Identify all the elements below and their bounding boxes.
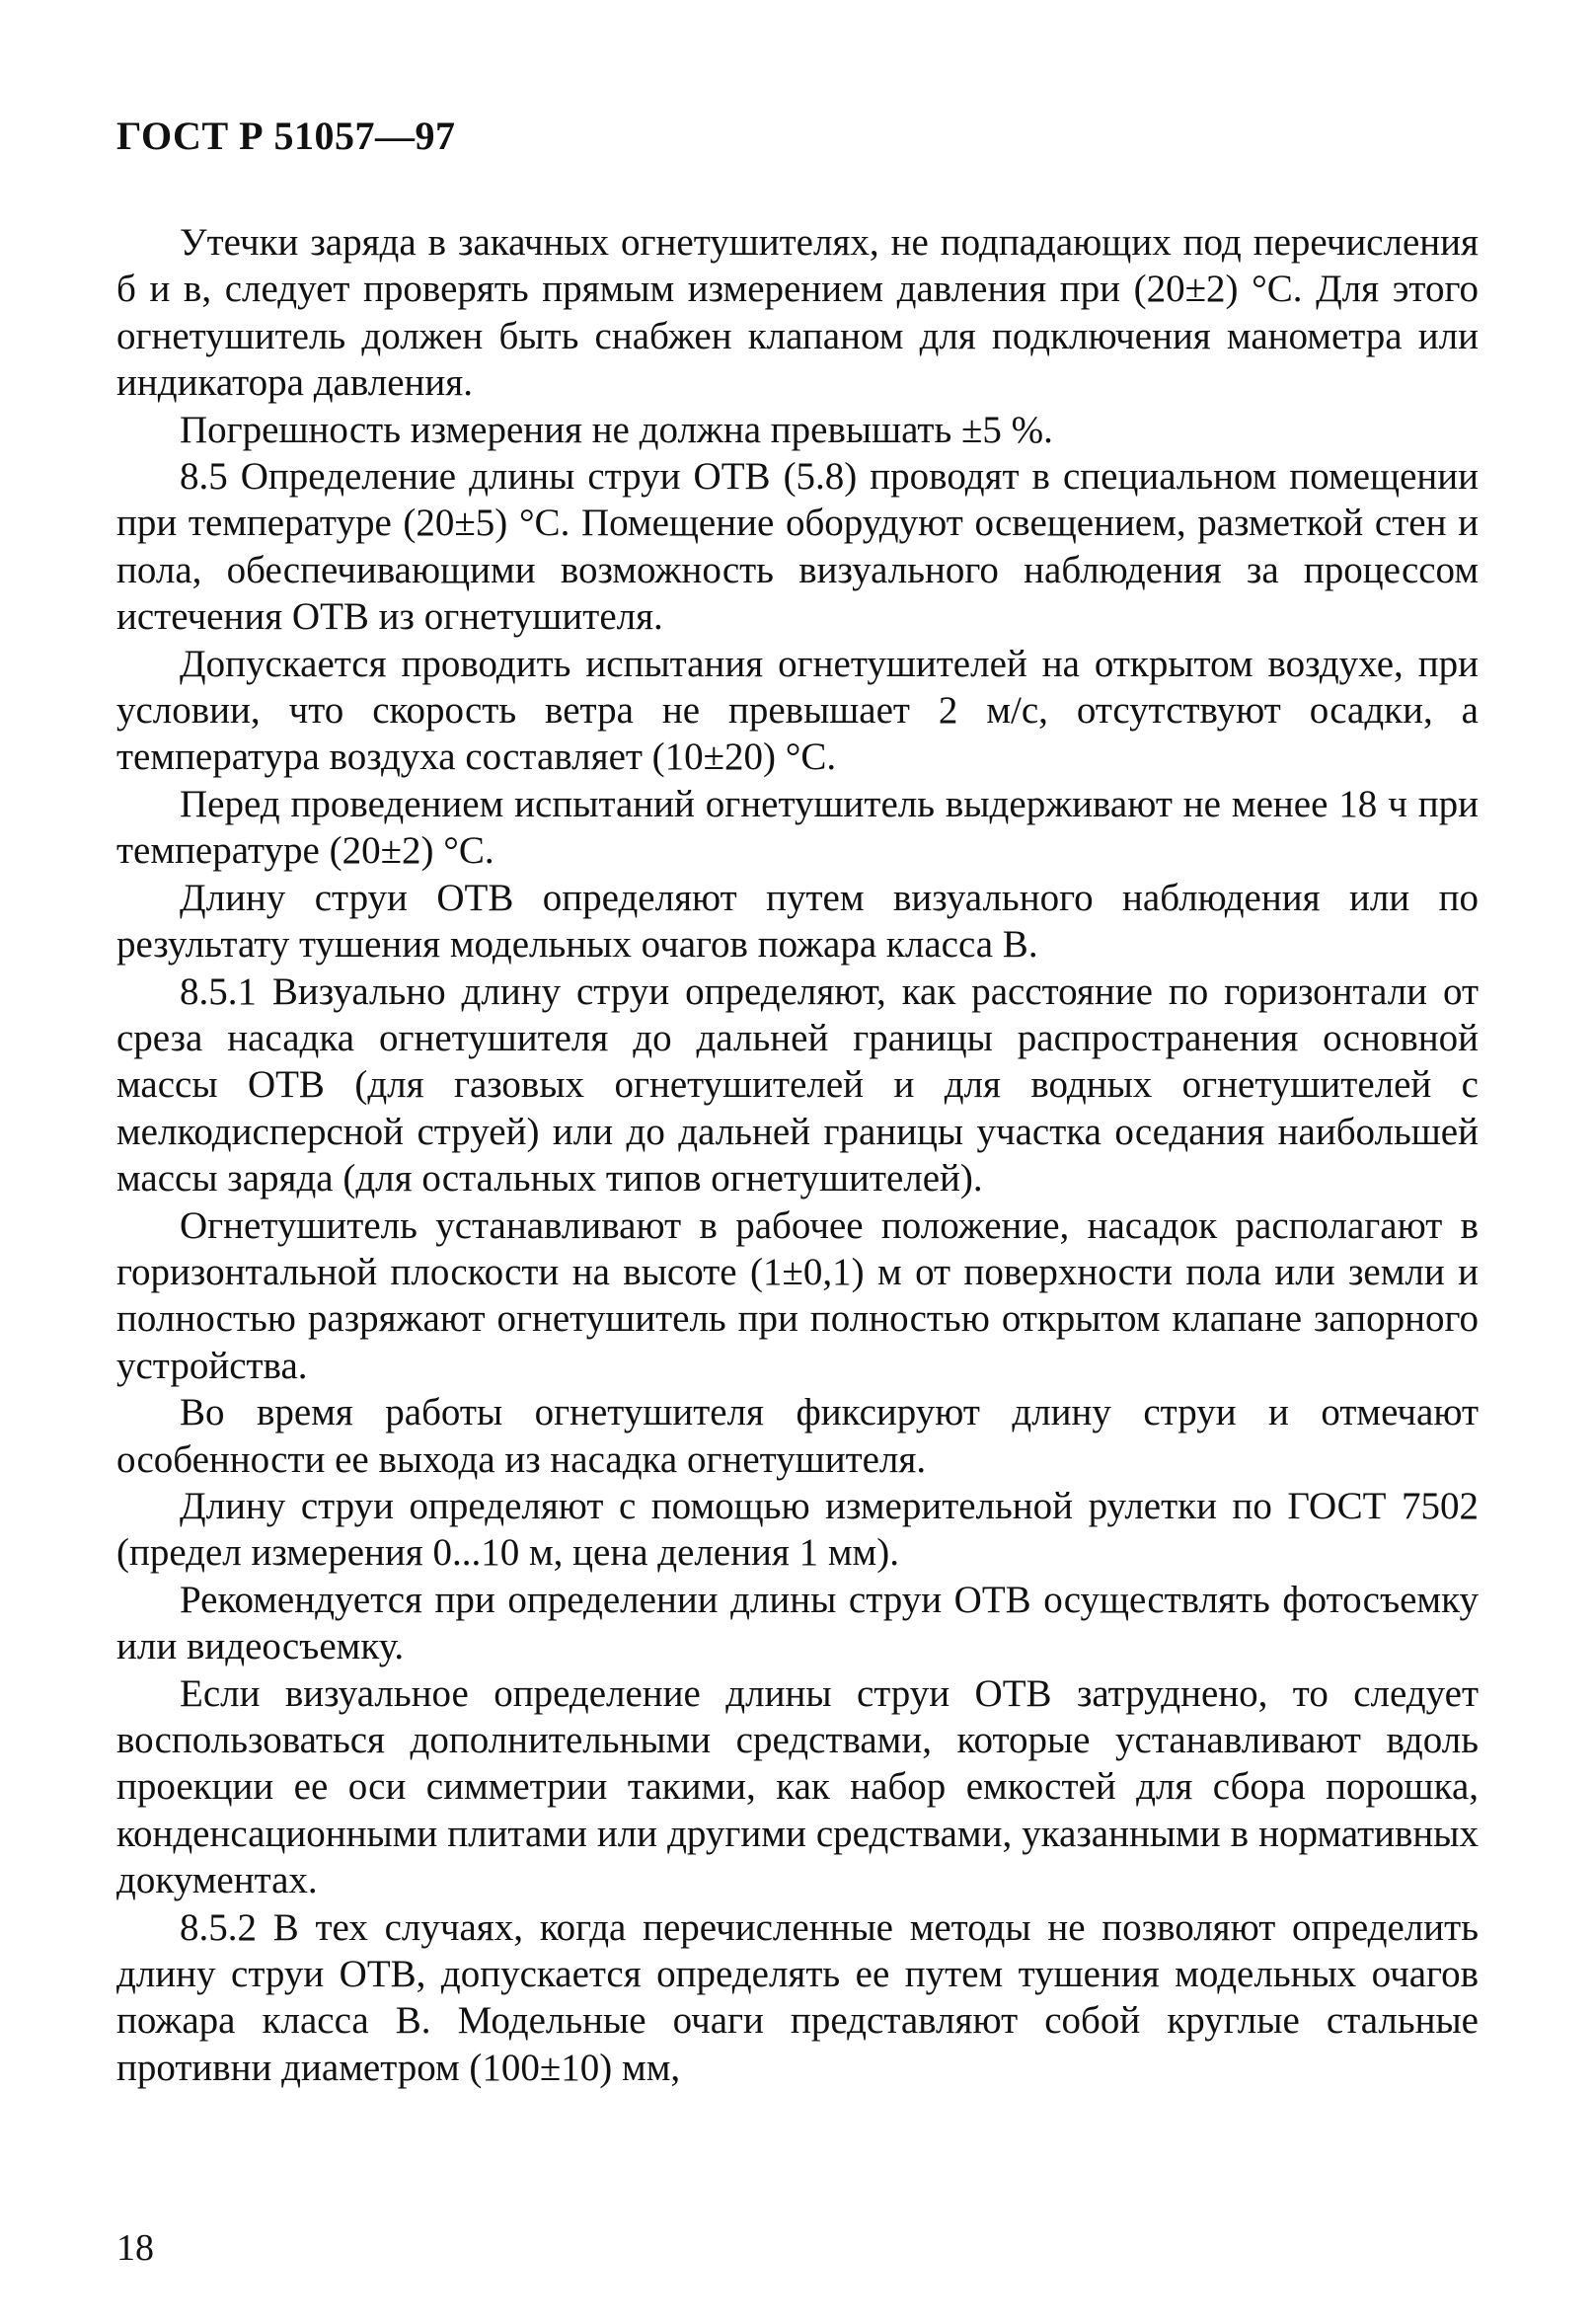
paragraph: Если визуальное определение длины струи ОТВ затруднено, то следует воспользоваться дополнительными средствами, которые устанавливают вдоль проекции ее оси симметрии такими, как набор емкостей для сбора порошка, конденсационными плитами или другими средствами, указанными в нормативных документах.	[116, 1671, 1479, 1902]
paragraph: Рекомендуется при определении длины струи ОТВ осуществлять фотосъемку или видеосъемку.	[116, 1578, 1479, 1668]
document-header-code: ГОСТ Р 51057—97	[116, 114, 456, 158]
paragraph: 8.5 Определение длины струи ОТВ (5.8) проводят в специальном помещении при температуре (20±5) °С. Помещение оборудуют освещением, разметкой стен и пола, обеспечивающими возможность визуального наблюдения за процессом истечения ОТВ из огнетушителя.	[116, 455, 1479, 639]
body-text	[116, 219, 1479, 2091]
paragraph: Допускается проводить испытания огнетушителей на открытом воздухе, при условии, что скорость ветра не превышает 2 м/с, отсутствуют осадки, а температура воздуха составляет (10±20) °С.	[116, 642, 1479, 779]
paragraph: Перед проведением испытаний огнетушитель выдерживают не менее 18 ч при температуре (20±2) °С.	[116, 782, 1479, 873]
page-number: 18	[116, 2227, 154, 2269]
paragraph: Длину струи ОТВ определяют путем визуального наблюдения или по результату тушения модельных очагов пожара класса В.	[116, 876, 1479, 967]
paragraph: Во время работы огнетушителя фиксируют длину струи и отмечают особенности ее выхода из насадка огнетушителя.	[116, 1391, 1479, 1481]
paragraph: 8.5.2 В тех случаях, когда перечисленные методы не позволяют определить длину струи ОТВ, допускается определять ее путем тушения модельных очагов пожара класса В. Модельные очаги представляют собой круглые стальные противни диаметром (100±10) мм,	[116, 1905, 1479, 2089]
paragraph: 8.5.1 Визуально длину струи определяют, как расстояние по горизонтали от среза насадка огнетушителя до дальней границы распространения основной массы ОТВ (для газовых огнетушителей и для водных огнетушителей с мелкодисперсной струей) или до дальней границы участка оседания наибольшей массы заряда (для остальных типов огнетушителей).	[116, 969, 1479, 1201]
paragraph: Утечки заряда в закачных огнетушителях, не подпадающих под перечисления б и в, следует проверять прямым измерением давления при (20±2) °С. Для этого огнетушитель должен быть снабжен клапаном для подключения манометра или индикатора давления.	[116, 221, 1479, 405]
paragraph: Огнетушитель устанавливают в рабочее положение, насадок располагают в горизонтальной плоскости на высоте (1±0,1) м от поверхности пола или земли и полностью разряжают огнетушитель при полностью открытом клапане запорного устройства.	[116, 1203, 1479, 1387]
paragraph: Погрешность измерения не должна превышать ±5 %.	[180, 408, 1053, 451]
paragraph: Длину струи определяют с помощью измерительной рулетки по ГОСТ 7502 (предел измерения 0...10 м, цена деления 1 мм).	[116, 1484, 1479, 1575]
